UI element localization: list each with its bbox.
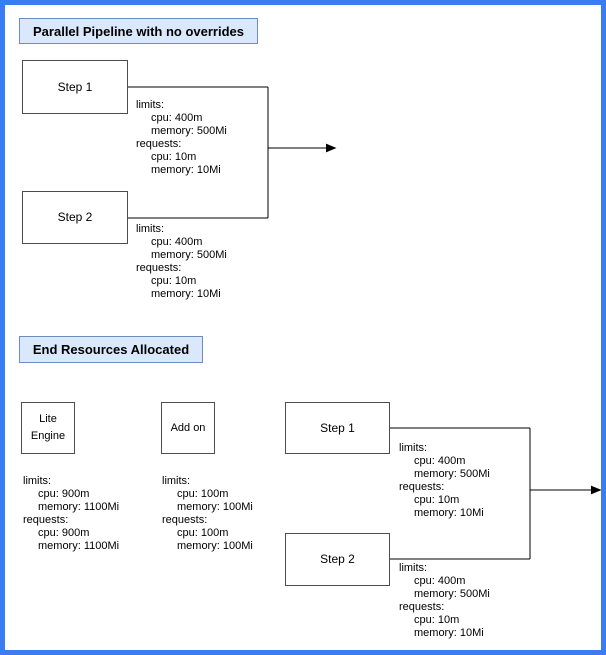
resource-line: cpu: 10m <box>151 151 197 163</box>
lite-engine-node: Lite Engine <box>21 402 75 454</box>
resource-line: cpu: 10m <box>151 275 197 287</box>
resource-line: cpu: 900m <box>38 527 90 539</box>
resource-line: limits: <box>136 99 165 111</box>
resource-line: memory: 10Mi <box>151 164 221 176</box>
resource-line: cpu: 100m <box>177 527 229 539</box>
resource-line: memory: 500Mi <box>151 249 227 261</box>
resource-line: cpu: 400m <box>151 236 203 248</box>
resource-line: limits: <box>136 223 165 235</box>
resource-line: requests: <box>136 262 182 274</box>
resource-line: limits: <box>399 562 428 574</box>
resource-line: cpu: 400m <box>151 112 203 124</box>
resource-line: cpu: 10m <box>414 614 460 626</box>
end-step1-node: Step 1 <box>285 402 390 454</box>
resource-line: limits: <box>399 442 428 454</box>
arrowhead-end-output <box>591 486 602 495</box>
resource-line: limits: <box>23 475 52 487</box>
addon-resources <box>162 475 253 553</box>
resource-line: cpu: 100m <box>177 488 229 500</box>
addon-node: Add on <box>161 402 215 454</box>
pipeline-step1-resources <box>136 99 227 177</box>
end-step2-node: Step 2 <box>285 533 390 586</box>
pipeline-step2-node: Step 2 <box>22 191 128 244</box>
resource-line: memory: 10Mi <box>151 288 221 300</box>
end-step2-resources <box>399 562 490 640</box>
section-title-end-resources: End Resources Allocated <box>19 336 203 363</box>
section-title-pipeline: Parallel Pipeline with no overrides <box>19 18 258 44</box>
resource-line: memory: 1100Mi <box>38 540 120 552</box>
resource-line: memory: 500Mi <box>151 125 227 137</box>
resource-line: requests: <box>162 514 208 526</box>
resource-line: requests: <box>23 514 69 526</box>
resource-line: memory: 100Mi <box>177 540 253 552</box>
end-step1-resources <box>399 442 490 520</box>
resource-line: memory: 500Mi <box>414 588 490 600</box>
arrowhead-pipeline-output <box>326 144 337 153</box>
resource-line: memory: 500Mi <box>414 468 490 480</box>
resource-line: cpu: 900m <box>38 488 90 500</box>
resource-line: requests: <box>399 601 445 613</box>
resource-line: requests: <box>136 138 182 150</box>
resource-line: cpu: 400m <box>414 455 466 467</box>
resource-line: requests: <box>399 481 445 493</box>
resource-line: cpu: 400m <box>414 575 466 587</box>
resource-line: memory: 10Mi <box>414 627 484 639</box>
resource-line: memory: 1100Mi <box>38 501 120 513</box>
pipeline-step2-resources <box>136 223 227 301</box>
resource-line: memory: 10Mi <box>414 507 484 519</box>
resource-line: memory: 100Mi <box>177 501 253 513</box>
lite-engine-resources <box>23 475 119 553</box>
resource-line: cpu: 10m <box>414 494 460 506</box>
pipeline-step1-node: Step 1 <box>22 60 128 114</box>
resource-line: limits: <box>162 475 191 487</box>
